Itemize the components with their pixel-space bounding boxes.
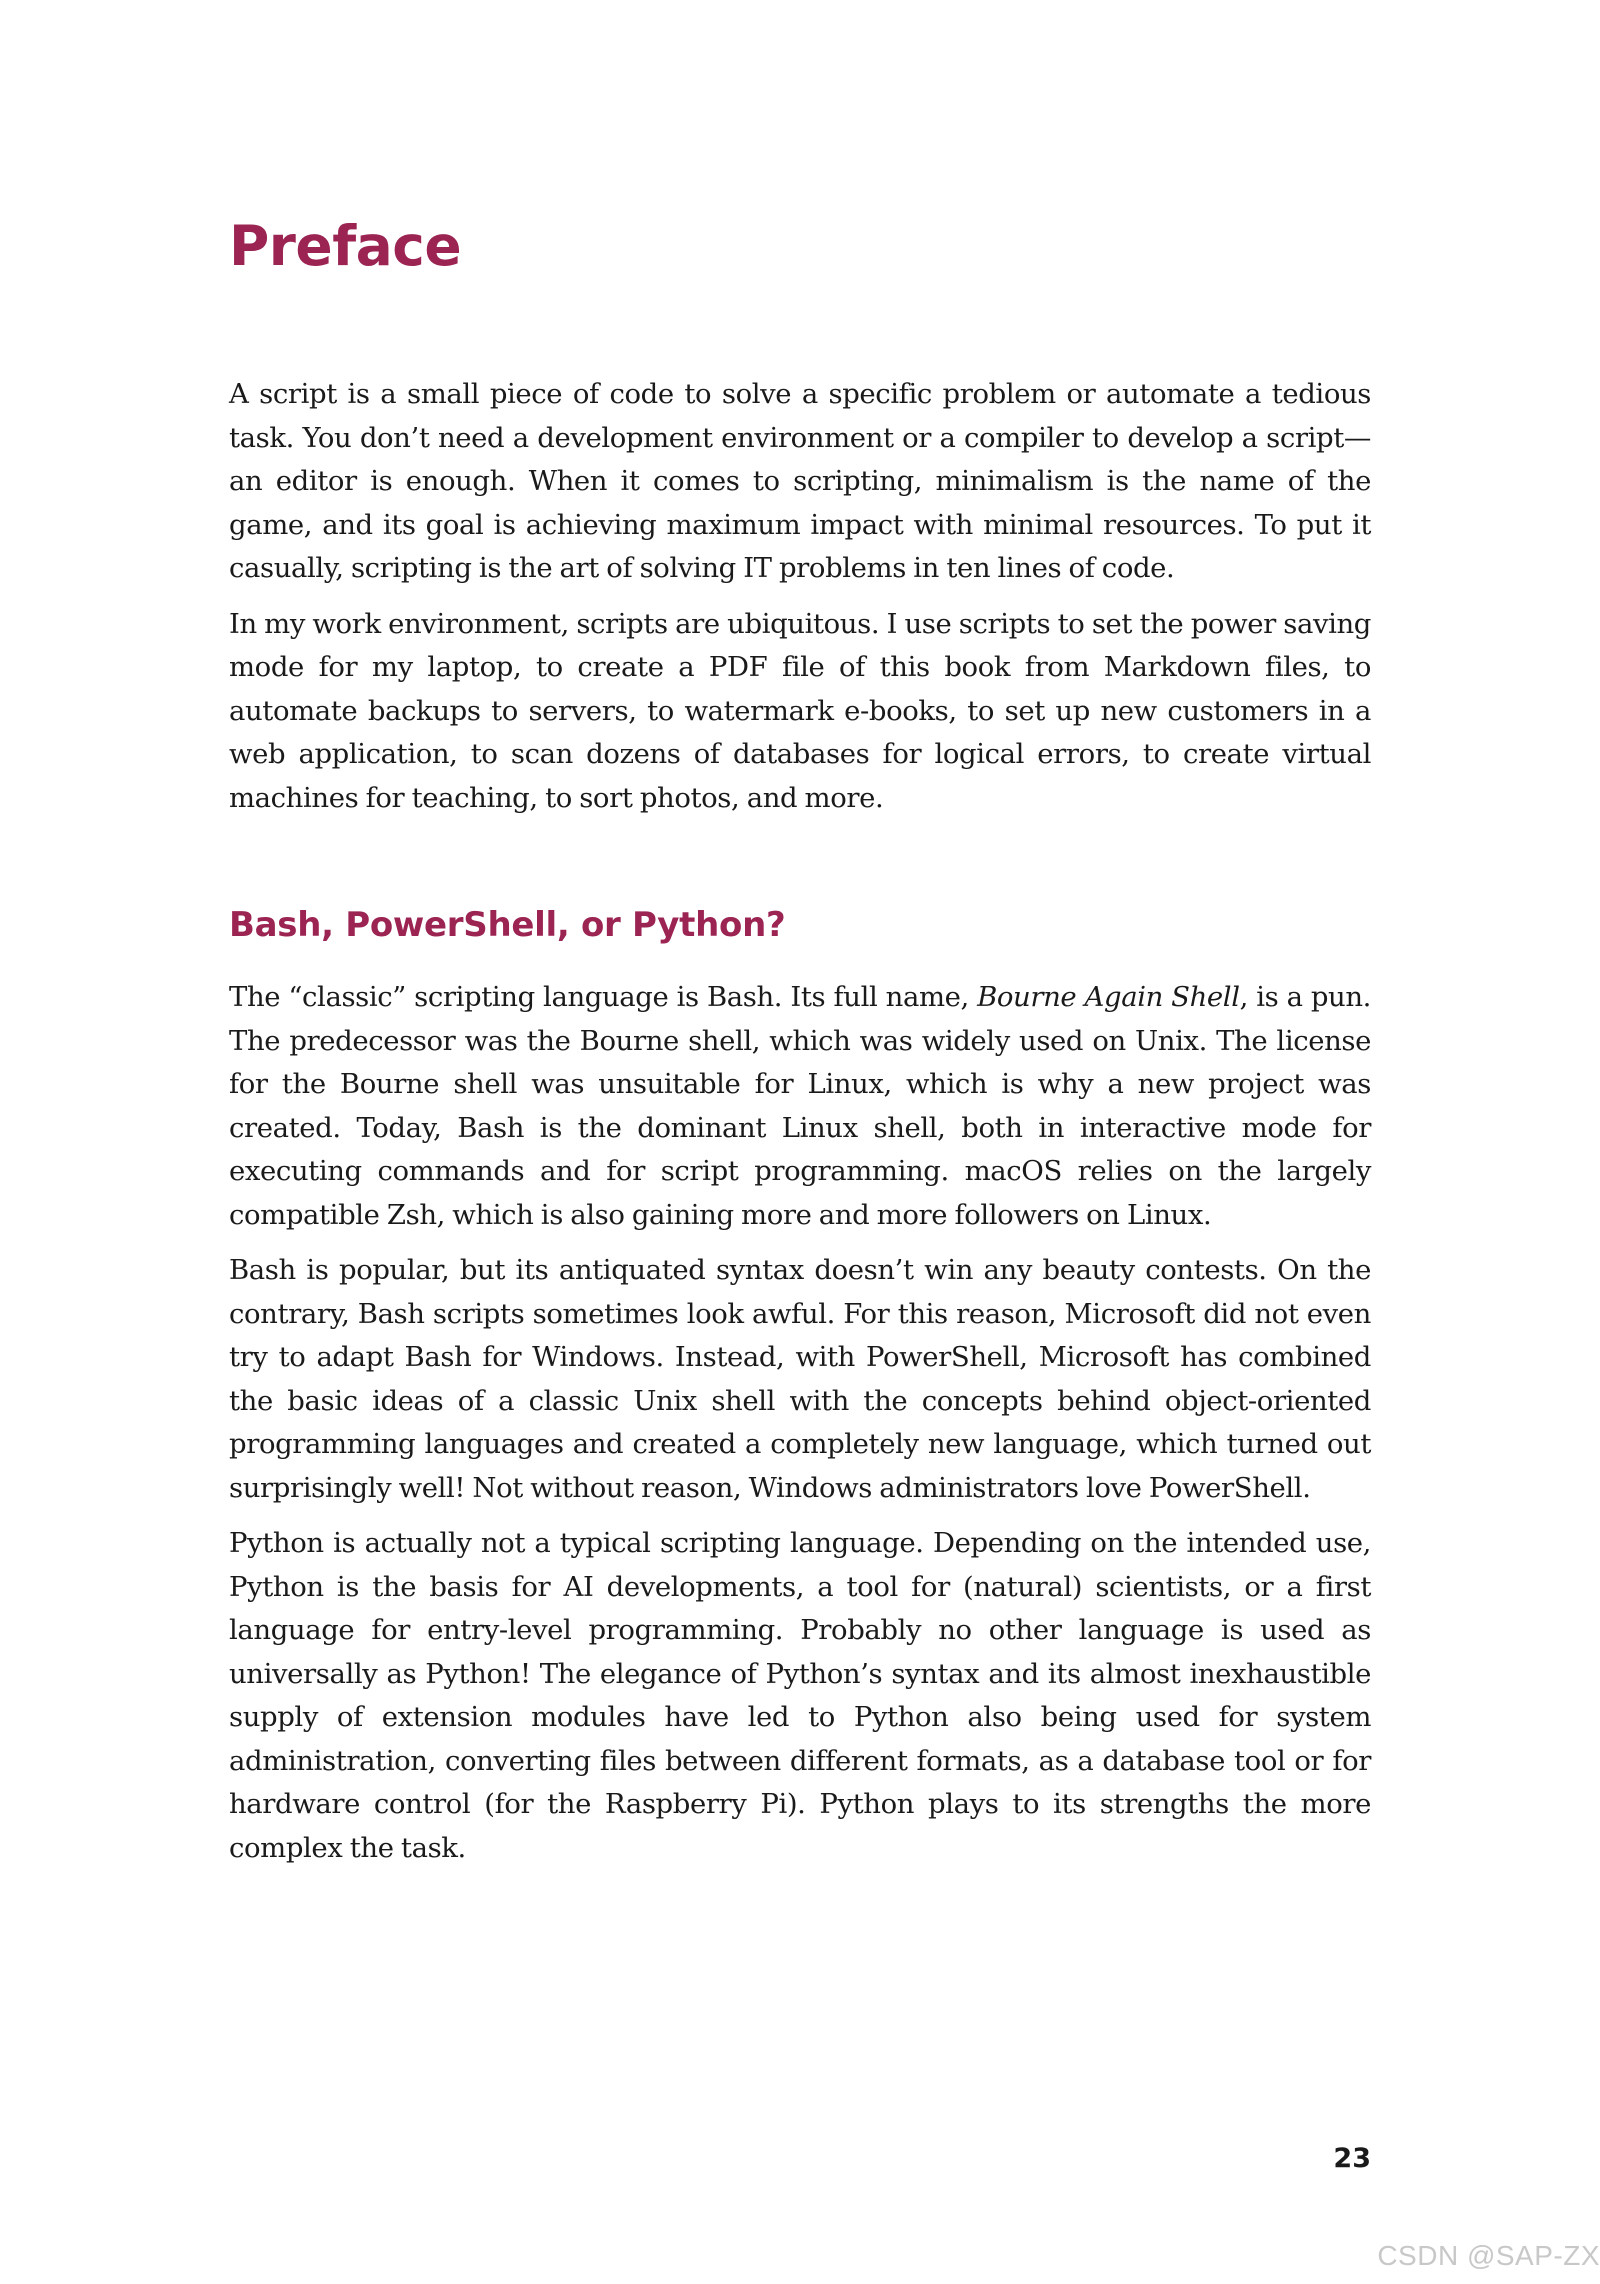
bash-paragraph xyxy=(229,976,1371,1237)
intro-paragraph-2: In my work environment, scripts are ubiquitous. I use scripts to set the power saving mode for my laptop, to create a PDF file of this book from Markdown files, to automate backups to servers, to watermark e-books, to set up new customers in a web application, to scan dozens of databases for logical errors, to create virtual machines for teaching, to sort photos, and more. xyxy=(229,607,1371,814)
watermark-text: CSDN @SAP-ZX xyxy=(1377,2240,1600,2271)
page-number: 23 xyxy=(1333,2143,1371,2174)
intro-section xyxy=(229,373,1371,832)
bash-paragraph-end: , is a pun. The predecessor was the Bourne shell, which was widely used on Unix. The license for the Bourne shell was unsuitable for Linux, which is why a new project was created. Today, Bash is the dominant Linux shell, both in interactive mode for executing commands and for script programming. macOS relies on the largely compatible Zsh, which is also gaining more and more followers on Linux. xyxy=(229,981,1372,1231)
chapter-title: Preface xyxy=(229,214,462,278)
bash-paragraph-start: The “classic” scripting language is Bash. Its full name, xyxy=(229,981,978,1013)
section-heading: Bash, PowerShell, or Python? xyxy=(229,905,786,945)
languages-section xyxy=(229,905,1371,1882)
python-paragraph: Python is actually not a typical scripting language. Depending on the intended use, Python is the basis for AI developments, a tool for (natural) scientists, or a first language for entry-level programming. Probably no other language is used as universally as Python! The elegance of Python’s syntax and its almost inexhaustible supply of extension modules have led to Python also being used for system administration, converting files between different formats, as a database tool or for hardware control (for the Raspberry Pi). Python plays to its strengths the more complex the task. xyxy=(229,1527,1371,1864)
powershell-paragraph: Bash is popular, but its antiquated syntax doesn’t win any beauty contests. On the contrary, Bash scripts sometimes look awful. For this reason, Microsoft did not even try to adapt Bash for Windows. Instead, with PowerShell, Microsoft has combined the basic ideas of a classic Unix shell with the concepts behind object-oriented programming languages and created a completely new language, which turned out surprisingly well! Not without reason, Windows administrators love PowerShell. xyxy=(229,1254,1371,1504)
intro-paragraph-1: A script is a small piece of code to solve a specific problem or automate a tedious task. You don’t need a development environment or a compiler to develop a script—an editor is enough. When it comes to scripting, minimalism is the name of the game, and its goal is achieving maximum impact with minimal resources. To put it casually, scripting is the art of solving IT problems in ten lines of code. xyxy=(229,378,1371,584)
bourne-again-shell-emphasis: Bourne Again Shell xyxy=(977,981,1240,1013)
